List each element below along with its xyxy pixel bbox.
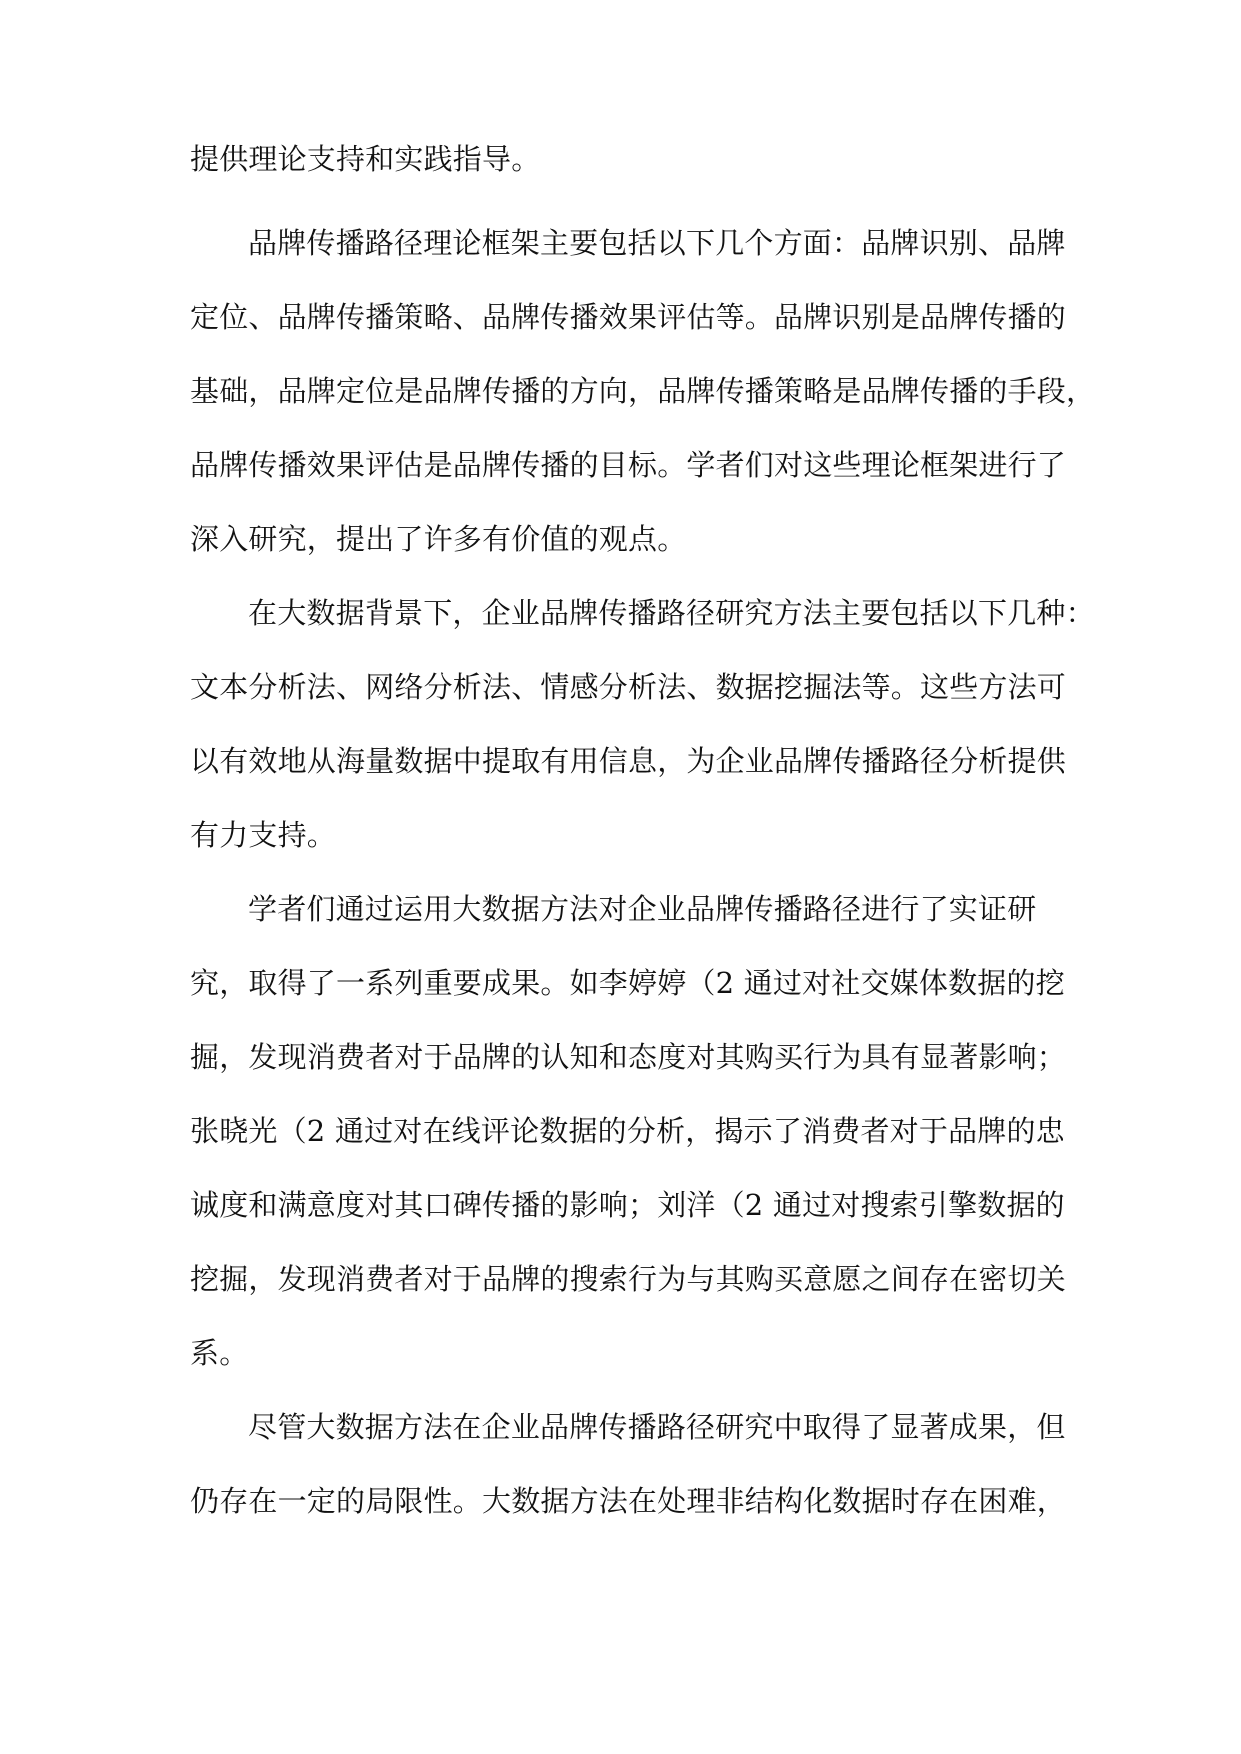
text-line: 定位、品牌传播策略、品牌传播效果评估等。品牌识别是品牌传播的	[190, 300, 1067, 334]
text-line: 掘，发现消费者对于品牌的认知和态度对其购买行为具有显著影响；	[190, 1040, 1067, 1074]
text-line: 基础，品牌定位是品牌传播的方向，品牌传播策略是品牌传播的手段，	[190, 374, 1096, 408]
text-line: 提供理论支持和实践指导。	[190, 142, 541, 176]
text-line: 张晓光（2 通过对在线评论数据的分析，揭示了消费者对于品牌的忠	[190, 1114, 1065, 1148]
text-line: 诚度和满意度对其口碑传播的影响；刘洋（2 通过对搜索引擎数据的	[190, 1188, 1065, 1222]
text-line: 文本分析法、网络分析法、情感分析法、数据挖掘法等。这些方法可	[190, 670, 1067, 704]
text-line: 学者们通过运用大数据方法对企业品牌传播路径进行了实证研	[248, 892, 1037, 926]
text-line: 深入研究，提出了许多有价值的观点。	[190, 522, 687, 556]
text-line: 尽管大数据方法在企业品牌传播路径研究中取得了显著成果，但	[248, 1410, 1066, 1444]
text-line: 品牌传播路径理论框架主要包括以下几个方面：品牌识别、品牌	[248, 226, 1066, 260]
text-line: 系。	[190, 1336, 249, 1370]
text-line: 有力支持。	[190, 818, 337, 852]
text-line: 究，取得了一系列重要成果。如李婷婷（2 通过对社交媒体数据的挖	[190, 966, 1065, 1000]
text-line: 品牌传播效果评估是品牌传播的目标。学者们对这些理论框架进行了	[190, 448, 1067, 482]
text-line: 挖掘，发现消费者对于品牌的搜索行为与其购买意愿之间存在密切关	[190, 1262, 1067, 1296]
text-line: 以有效地从海量数据中提取有用信息，为企业品牌传播路径分析提供	[190, 744, 1067, 778]
text-line: 仍存在一定的局限性。大数据方法在处理非结构化数据时存在困难，	[190, 1484, 1067, 1518]
text-line: 在大数据背景下，企业品牌传播路径研究方法主要包括以下几种：	[248, 596, 1095, 630]
